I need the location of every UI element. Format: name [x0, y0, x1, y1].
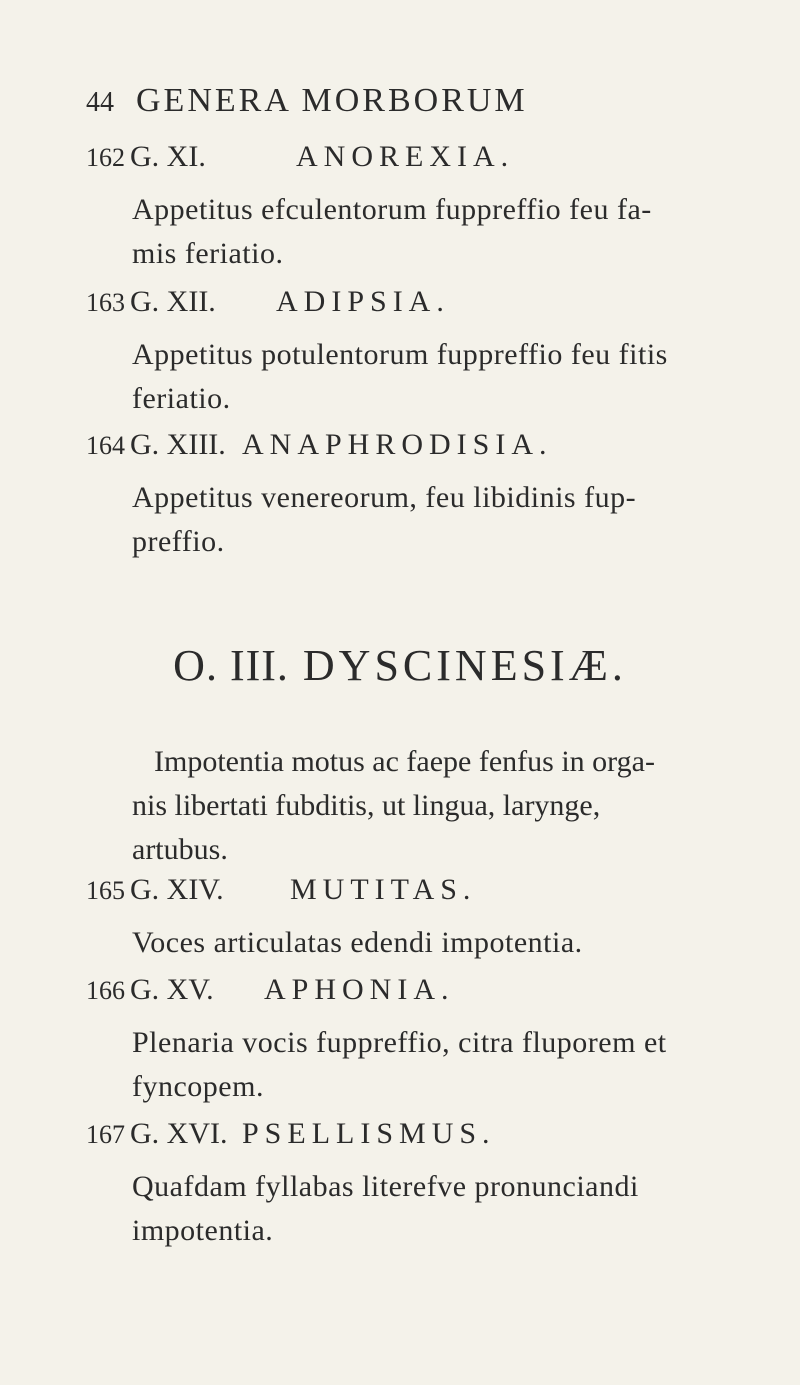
order-name: DYSCINESIÆ.	[302, 641, 627, 690]
entry-number: 167	[86, 1120, 125, 1149]
genus-name: ADIPSIA.	[276, 285, 450, 318]
genus-heading	[86, 140, 514, 174]
genus-name: ANAPHRODISIA.	[242, 428, 553, 461]
definition-line: impotentia.	[132, 1214, 274, 1247]
running-header	[86, 82, 528, 120]
genus-label: G. XI.	[130, 140, 206, 173]
genus-definition	[132, 1021, 742, 1109]
entry-number: 165	[86, 876, 125, 905]
genus-heading	[86, 428, 553, 462]
genus-label: G. XIII.	[130, 428, 226, 461]
genus-label: G. XV.	[130, 973, 214, 1006]
genus-name: ANOREXIA.	[296, 140, 515, 173]
definition-line: Appetitus venereorum, feu libidinis fup-	[132, 481, 637, 514]
definition-line: Voces articulatas edendi impotentia.	[132, 926, 583, 959]
definition-line: mis feriatio.	[132, 237, 284, 270]
definition-line: preffio.	[132, 525, 225, 558]
genus-definition	[132, 476, 742, 564]
entry-number: 163	[86, 288, 125, 317]
genus-definition	[132, 1165, 742, 1253]
entry-number: 166	[86, 976, 125, 1005]
genus-label: G. XVI.	[130, 1117, 228, 1150]
entry-number: 164	[86, 431, 125, 460]
genus-label: G. XII.	[130, 285, 216, 318]
definition-line: artubus.	[132, 833, 228, 866]
genus-heading	[86, 285, 450, 319]
running-title: GENERA MORBORUM	[136, 82, 528, 119]
definition-line: Appetitus efculentorum fuppreffio feu fa-	[132, 193, 652, 226]
definition-line: Appetitus potulentorum fuppreffio feu fitis	[132, 338, 668, 371]
genus-definition	[132, 188, 742, 276]
order-heading	[0, 640, 800, 691]
order-label: O. III.	[173, 641, 289, 690]
definition-line: feriatio.	[132, 382, 231, 415]
genus-definition	[132, 921, 742, 965]
genus-name: PSELLISMUS.	[242, 1117, 496, 1150]
definition-line: Plenaria vocis fuppreffio, citra fluporem et	[132, 1026, 667, 1059]
genus-name: MUTITAS.	[290, 873, 477, 906]
genus-heading	[86, 973, 455, 1007]
genus-name: APHONIA.	[264, 973, 455, 1006]
genus-label: G. XIV.	[130, 873, 224, 906]
genus-heading	[86, 873, 476, 907]
page-number: 44	[86, 87, 114, 118]
definition-line: Quafdam fyllabas literefve pronunciandi	[132, 1170, 639, 1203]
definition-line: Impotentia motus ac faepe fenfus in orga-	[154, 745, 655, 778]
entry-number: 162	[86, 143, 125, 172]
genus-heading	[86, 1117, 496, 1151]
order-definition	[132, 740, 742, 872]
definition-line: fyncopem.	[132, 1070, 264, 1103]
definition-line: nis libertati fubditis, ut lingua, larynge,	[132, 789, 601, 822]
genus-definition	[132, 333, 742, 421]
